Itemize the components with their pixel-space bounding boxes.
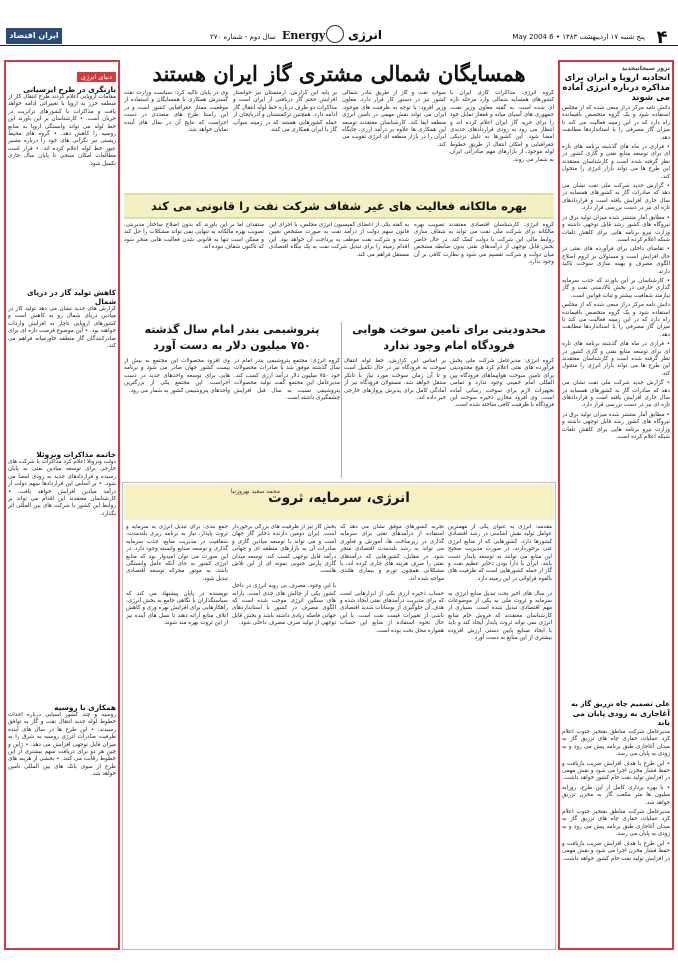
main-article-column: سوآپ نفت و گاز از طریق بنادر شمالی کشور نیز در دستور کار قرار دارد. معاون وزیر افزود: با توجه به ظرفیت های موجود، ایران می تواند نقش مهمی در تامین انرژی منطقه ایفا کند. کارشناسان معتقدند توسعه این همکاری ها علاوه بر درآمد ارزی، جایگاه ایران را در بازار منطقه ای انرژی تقویت می کند. xyxy=(342,90,446,148)
right-sub-paragraph: • با بهره برداری کامل از این طرح، روزانه میلیون ها متر مکعب گاز به مخزن تزریق خواهد شد. xyxy=(562,784,670,806)
left-item-body: روسیه و چند کشور آسیایی درباره احداث خطوط لوله جدید انتقال نفت و گاز به توافق رسیدند. • این طرح ها در سال های آینده ظرفیت صادرات انرژی روسیه به شرق را به میزان قابل توجهی افزایش می دهد. • ژاپن و چین هر دو برای دریافت سهم بیشتری از این خطوط رقابت می کنند. • بخشی از هزینه های طرح از سوی بانک های بین المللی تامین خواهد شد. xyxy=(8,712,116,778)
right-sub-article xyxy=(562,700,670,969)
left-item-body: مقامات اروپایی اعلام کردند طرح انتقال گاز از منطقه خزر به اروپا با تغییراتی ادامه خواهد یافت و مذاکرات با کشورهای ترانزیت در جریان است. • کارشناسان بر این باورند این خط لوله می تواند وابستگی اروپا به منابع روسیه را کاهش دهد. • گروه های محیط زیستی نیز نگرانی های خود را درباره مسیر عبور خط لوله اعلام کرده اند. • قرار است مطالعات امکان سنجی تا پایان سال جاری تکمیل شود. xyxy=(8,94,116,167)
right-sub-paragraph: مدیرعامل شرکت مناطق نفتخیز جنوب اعلام کرد عملیات حفاری چاه های تزریق گاز به میدان آغاجاری طبق برنامه پیش می رود و به زودی به پایان می رسد. xyxy=(562,809,670,838)
section-title-fa: انرژی xyxy=(348,28,382,42)
left-item-title: بازنگری در طرح ایرسیانی xyxy=(23,85,116,94)
right-paragraph: • فرازی در ماه های گذشته برنامه های تازه ای برای توسعه منابع نفتی و گازی کشور در نظر گرفته شده است و کارشناسان معتقدند این طرح ها می تواند بازار انرژی را متحول کند. xyxy=(562,144,670,180)
aviation-column: گروه انرژی: مدیرعامل شرکت ملی پخش فرآورده های نفتی اعلام کرد هیچ محدودیتی برای تامین سوخت هواپیماهای فرودگاه بین المللی امام خمینی وجود ندارد و تمامی تجهیزات لازم برای سوخت رسانی آماده است. وی افزود مخازن ذخیره سوخت این فرودگاه با ظرفیت کافی ساخته شده است. xyxy=(450,358,554,409)
aviation-headline-line: فرودگاه امام وجود ندارد xyxy=(383,339,515,352)
feature-headline: انرژی، سرمایه، ثروت xyxy=(268,490,410,506)
main-article-column: گروه انرژی: مذاکرات گازی ایران با کشورهای همسایه شمالی وارد مرحله تازه ای شده است. به گفته معاون وزیر نفت، جمهوری های آسیای میانه و قفقاز تمایل خود را برای خرید گاز ایران اعلام کرده اند و انتظار می رود به زودی قراردادهای جدیدی امضا شود. این کشورها به دلیل نزدیکی جغرافیایی و امکان انتقال از طریق خطوط لوله موجود، از بازارهای مهم صادراتی ایران به شمار می روند. xyxy=(450,90,554,163)
main-article-column: بر پایه این گزارش، ارمنستان نیز خواستار افزایش حجم گاز دریافتی از ایران است و مذاکرات دو طرف درباره خط لوله انتقال گاز ادامه دارد. همچنین ترکمنستان و آذربایجان از جمله کشورهایی هستند که در زمینه سوآپ گاز با ایران همکاری می کنند. xyxy=(233,90,337,134)
petro-headline-line: ۷۵۰ میلیون دلار به دست آورد xyxy=(153,339,311,352)
column-divider xyxy=(341,322,342,478)
right-sub-paragraph: • این طرح با هدف افزایش ضریب بازیافت و حفظ فشار مخزن اجرا می شود و نقش مهمی در افزایش تولید نفت خام کشور خواهد داشت. xyxy=(562,760,670,782)
right-paragraph: • مطابق آمار منتشر شده میزان تولید برق در نیروگاه های کشور رشد قابل توجهی داشته و وزارت نیرو برنامه هایی برای کاهش تلفات شبکه اعلام کرده است. xyxy=(562,214,670,243)
petro-headline-line: پتروشیمی بندر امام سال گذشته xyxy=(144,323,320,336)
main-article-column: وی در پایان تاکید کرد: سیاست وزارت نفت گسترش همکاری با همسایگان و استفاده از موقعیت ممتاز جغرافیایی کشور است و در این راستا طرح های متعددی در دست اجراست که نتایج آن در سال های آینده نمایان خواهد شد. xyxy=(124,90,228,134)
left-sidebar-content xyxy=(8,64,116,942)
right-headline: اتحادیه اروپا و ایران برای مذاکره درباره انرژی آماده می شوند xyxy=(562,73,670,103)
petro-column: وی افزود محصولات این مجتمع به بیش از بیست کشور جهان صادر می شود و برنامه هایی برای توسعه واحدهای جدید در دست اجراست. این مجتمع یکی از بزرگترین واحدهای پتروشیمی کشور به شمار می رود. xyxy=(124,358,230,394)
right-kicker: تروز سبحانیجدید xyxy=(621,65,670,72)
right-paragraph: • کارشناسان بر این باورند که جذب سرمایه گذاری خارجی در بخش بالادستی نفت و گاز نیازمند شفافیت بیشتر و ثبات قوانین است. xyxy=(562,277,670,299)
band-headline: بهره مالکانه فعالیت های غیر شفاف شرکت نفت را قانونی می کند xyxy=(124,195,554,217)
right-paragraph: دانش نامه مرکز دراز سعی شده که از مجلس استفاده شود و یک گروه متخصص باقیمانده راه دارد که در این زمینه فعالیت می کند تا میزان گاز مصرفی را با استانداردها مطابقت دهد. xyxy=(562,302,670,338)
aviation-headline xyxy=(344,322,554,354)
right-sub-kicker: علی تصمیم چاه تزریق گاز به xyxy=(571,700,670,708)
petro-headline xyxy=(124,322,340,354)
feature-column: جمع بندی: برای تبدیل انرژی به سرمایه و ثروت پایدار، نیاز به برنامه ریزی بلندمدت، شفافیت در مدیریت منابع، جذب سرمایه گذاری و توسعه صنایع وابسته وجود دارد. در این صورت می توان امیدوار بود که منابع انرژی کشور به جای آنکه عامل وابستگی باشد، به موتور محرکه توسعه اقتصادی تبدیل شود. نویسنده در پایان پیشنهاد می کند که سیاستگذاران با نگاهی جامع به بخش انرژی، راهکارهایی برای افزایش بهره وری و کاهش اتلاف منابع ارائه دهند تا نسل های آینده نیز از این ثروت بهره مند شوند. xyxy=(126,524,228,627)
feature-column: مقدمه: انرژی به عنوان یکی از مهمترین عوامل تولید نقش اساسی در رشد اقتصادی کشورها دارد. کشورهایی که از منابع انرژی غنی برخوردارند، در صورت مدیریت صحیح این منابع می توانند به توسعه پایدار دست یابند. ایران با دارا بودن ذخایر عظیم نفت و گاز از جمله کشورهایی است که ظرفیت های بالقوه فراوانی در این زمینه دارد. در سال های اخیر بحث تبدیل منابع انرژی به سرمایه و ثروت ملی به یکی از موضوعات مهم اقتصادی تبدیل شده است. بسیاری از کارشناسان معتقدند که فروش خام منابع انرژی نمی تواند ثروت پایدار ایجاد کند و باید با ایجاد صنایع پایین دستی ارزش افزوده بیشتری از این منابع به دست آورد. xyxy=(448,524,552,642)
feature-column: تجربه کشورهای موفق نشان می دهد که استفاده از درآمدهای نفتی برای سرمایه گذاری در زیرساخت ها، آموزش و فناوری می تواند به رشد بلندمدت اقتصادی منجر شود. در مقابل، کشورهایی که درآمدهای نفتی را صرف هزینه های جاری کرده اند، با مشکلاتی همچون تورم و بیماری هلندی مواجه شده اند. حساب ذخیره ارزی یکی از ابزارهایی است که برای مدیریت درآمدهای نفتی ایجاد شده و هدف آن جلوگیری از نوسانات شدید اقتصادی ناشی از تغییرات قیمت نفت است. با این حال نحوه استفاده از منابع این حساب همواره محل بحث بوده است. xyxy=(340,524,444,634)
left-item-title: خاتمه مذاکرات ونزوئلا xyxy=(36,450,116,459)
right-sidebar-content xyxy=(562,64,670,665)
right-sub-paragraph: مدیرعامل شرکت مناطق نفتخیز جنوب اعلام کرد عملیات حفاری چاه های تزریق گاز به میدان آغاجاری طبق برنامه پیش می رود و به زودی به پایان می رسد. xyxy=(562,729,670,758)
aviation-column: بر اساس این گزارش، خط لوله انتقال سوخت به فرودگاه نیز در حال تکمیل است و تا آن زمان سوخت مورد نیاز با تانکر منتقل خواهد شد. مسئولان فرودگاه نیز از آمادگی کامل برای پذیرش پروازهای خارجی خبر داده اند. xyxy=(344,358,446,402)
right-paragraph: • مطابق آمار منتشر شده میزان تولید برق در نیروگاه های کشور رشد قابل توجهی داشته و وزارت نیرو برنامه هایی برای کاهش تلفات شبکه اعلام کرده است. xyxy=(562,411,670,441)
right-paragraph: • تقاضای داخلی برای فرآورده های نفتی در حال افزایش است و مسئولان بر لزوم اصلاح الگوی مصرف و بهینه سازی سوخت تاکید دارند. xyxy=(562,246,670,275)
petro-column: گروه انرژی: مجتمع پتروشیمی بندر امام در سال گذشته موفق شد با صادرات محصولات خود ۷۵۰ میلیون دلار درآمد ارزی کسب کند. مدیرعامل این مجتمع گفت تولید محصولات پتروشیمی نسبت به سال قبل افزایش چشمگیری داشته است. xyxy=(234,358,340,402)
left-sidebar-tag: دنیای انرژی xyxy=(77,72,116,82)
right-sub-paragraph: • این طرح با هدف افزایش ضریب بازیافت و حفظ فشار مخزن اجرا می شود و نقش مهمی در افزایش تولید نفت خام کشور خواهد داشت. xyxy=(562,840,670,862)
band-article-column: منتقدان اما بر این باورند که بدون اصلاح ساختار مدیریتی، تصویب بهره مالکانه به تنهایی نمی تواند مشکلات را حل کند و ممکن است تنها به قانونی شدن فعالیت هایی منجر شود که تاکنون شفاف نبوده اند. xyxy=(124,222,264,251)
page-number: ۴ xyxy=(656,27,668,48)
date-line: پنج شنبه ۱۷ اردیبهشت ۱۳۸۳ • 6 May 2004 xyxy=(512,33,645,41)
right-paragraph: دانش نامه مرکز دراز سعی شده که از مجلس استفاده شود و یک گروه متخصص باقیمانده راه دارد که در این زمینه فعالیت می کند تا میزان گاز مصرفی را با استانداردها مطابقت دهد. xyxy=(562,105,670,141)
left-item-body: دولت ونزوئلا اعلام کرد مذاکرات با شرکت های خارجی برای توسعه میادین نفتی به پایان رسیده و قراردادهای جدید به زودی امضا می شود. • بر اساس این قراردادها سهم دولت از درآمد میادین افزایش خواهد یافت. • کارشناسان معتقدند این اقدام می تواند بر روابط این کشور با شرکت های بین المللی اثر بگذارد. xyxy=(8,459,116,517)
left-item-title: همکاری با روسیه xyxy=(54,703,116,712)
left-item-body: گزارش های جدید نشان می دهد تولید گاز در میادین دریای شمال رو به کاهش است و کشورهای اروپایی ناچار به افزایش واردات خواهند بود. • این موضوع فرصت تازه ای برای صادرکنندگان گاز منطقه خاورمیانه فراهم می کند. xyxy=(8,306,116,350)
band-article-column: گروه انرژی: کارشناسان اقتصادی معتقدند تصویب بهره مالکانه برای شرکت ملی نفت می تواند به شفاف سازی روابط مالی این شرکت با دولت کمک کند. در حال حاضر بخش قابل توجهی از درآمدهای نفتی بدون ضابطه مشخص میان دولت و شرکت تقسیم می شود و نظارت کافی بر آن وجود ندارد. xyxy=(414,222,554,266)
newspaper-logo: ایران اقتصاد xyxy=(6,28,62,44)
left-item-title: کاهش تولید گاز در دریای شمال xyxy=(26,288,116,306)
feature-column: بخش گاز نیز از ظرفیت های بزرگی برخوردار است. ایران دومین دارنده ذخایر گاز جهان است و می تواند با توسعه میادین گازی و صادرات آن به بازارهای منطقه ای و جهانی درآمد قابل توجهی کسب کند. توسعه میدان گازی پارس جنوبی نمونه ای از این تلاش هاست. با این وجود، مصرف بی رویه انرژی در داخل کشور یکی از چالش های جدی است. یارانه های سنگین انرژی موجب شده است که الگوی مصرف در کشور با استانداردهای جهانی فاصله زیادی داشته باشد و بخش قابل توجهی از تولید صرف مصرف داخلی شود. xyxy=(232,524,336,627)
right-paragraph: • فرازی در ماه های گذشته برنامه های تازه ای برای توسعه منابع نفتی و گازی کشور در نظر گرفته شده است و کارشناسان معتقدند این طرح ها می تواند بازار انرژی را متحول کند. xyxy=(562,341,670,377)
globe-icon xyxy=(326,25,344,43)
feature-author: محمد سعید بهروزنیا xyxy=(230,488,280,495)
right-paragraph: • گزارش جدید شرکت ملی نفت نشان می دهد که صادرات گاز به کشورهای همسایه در سال جاری افزایش یافته است و قراردادهای تازه ای نیز در دست بررسی قرار دارد. xyxy=(562,380,670,409)
band-article-column: به گفته یکی از اعضای کمیسیون انرژی مجلس، با اجرای این قانون سهم دولت از درآمد نفت به صورت مشخص تعیین شده و شرکت نفت موظف به پرداخت آن خواهد بود. این اقدام زمینه را برای تبدیل شرکت نفت به یک بنگاه اقتصادی مستقل فراهم می کند. xyxy=(269,222,409,258)
issue-line: سال دوم - شماره ۲۷۰ xyxy=(210,33,276,41)
right-sub-headline: آغاجاری به زودی پایان می یابد xyxy=(572,709,670,727)
main-headline: همسایگان شمالی مشتری گاز ایران هستند xyxy=(152,61,526,86)
section-title-en: Energy xyxy=(282,29,326,42)
aviation-headline-line: محدودیتی برای تامین سوخت هوایی xyxy=(352,323,546,336)
right-paragraph: • گزارش جدید شرکت ملی نفت نشان می دهد که صادرات گاز به کشورهای همسایه در سال جاری افزایش یافته است و قراردادهای تازه ای نیز در دست بررسی قرار دارد. xyxy=(562,183,670,212)
